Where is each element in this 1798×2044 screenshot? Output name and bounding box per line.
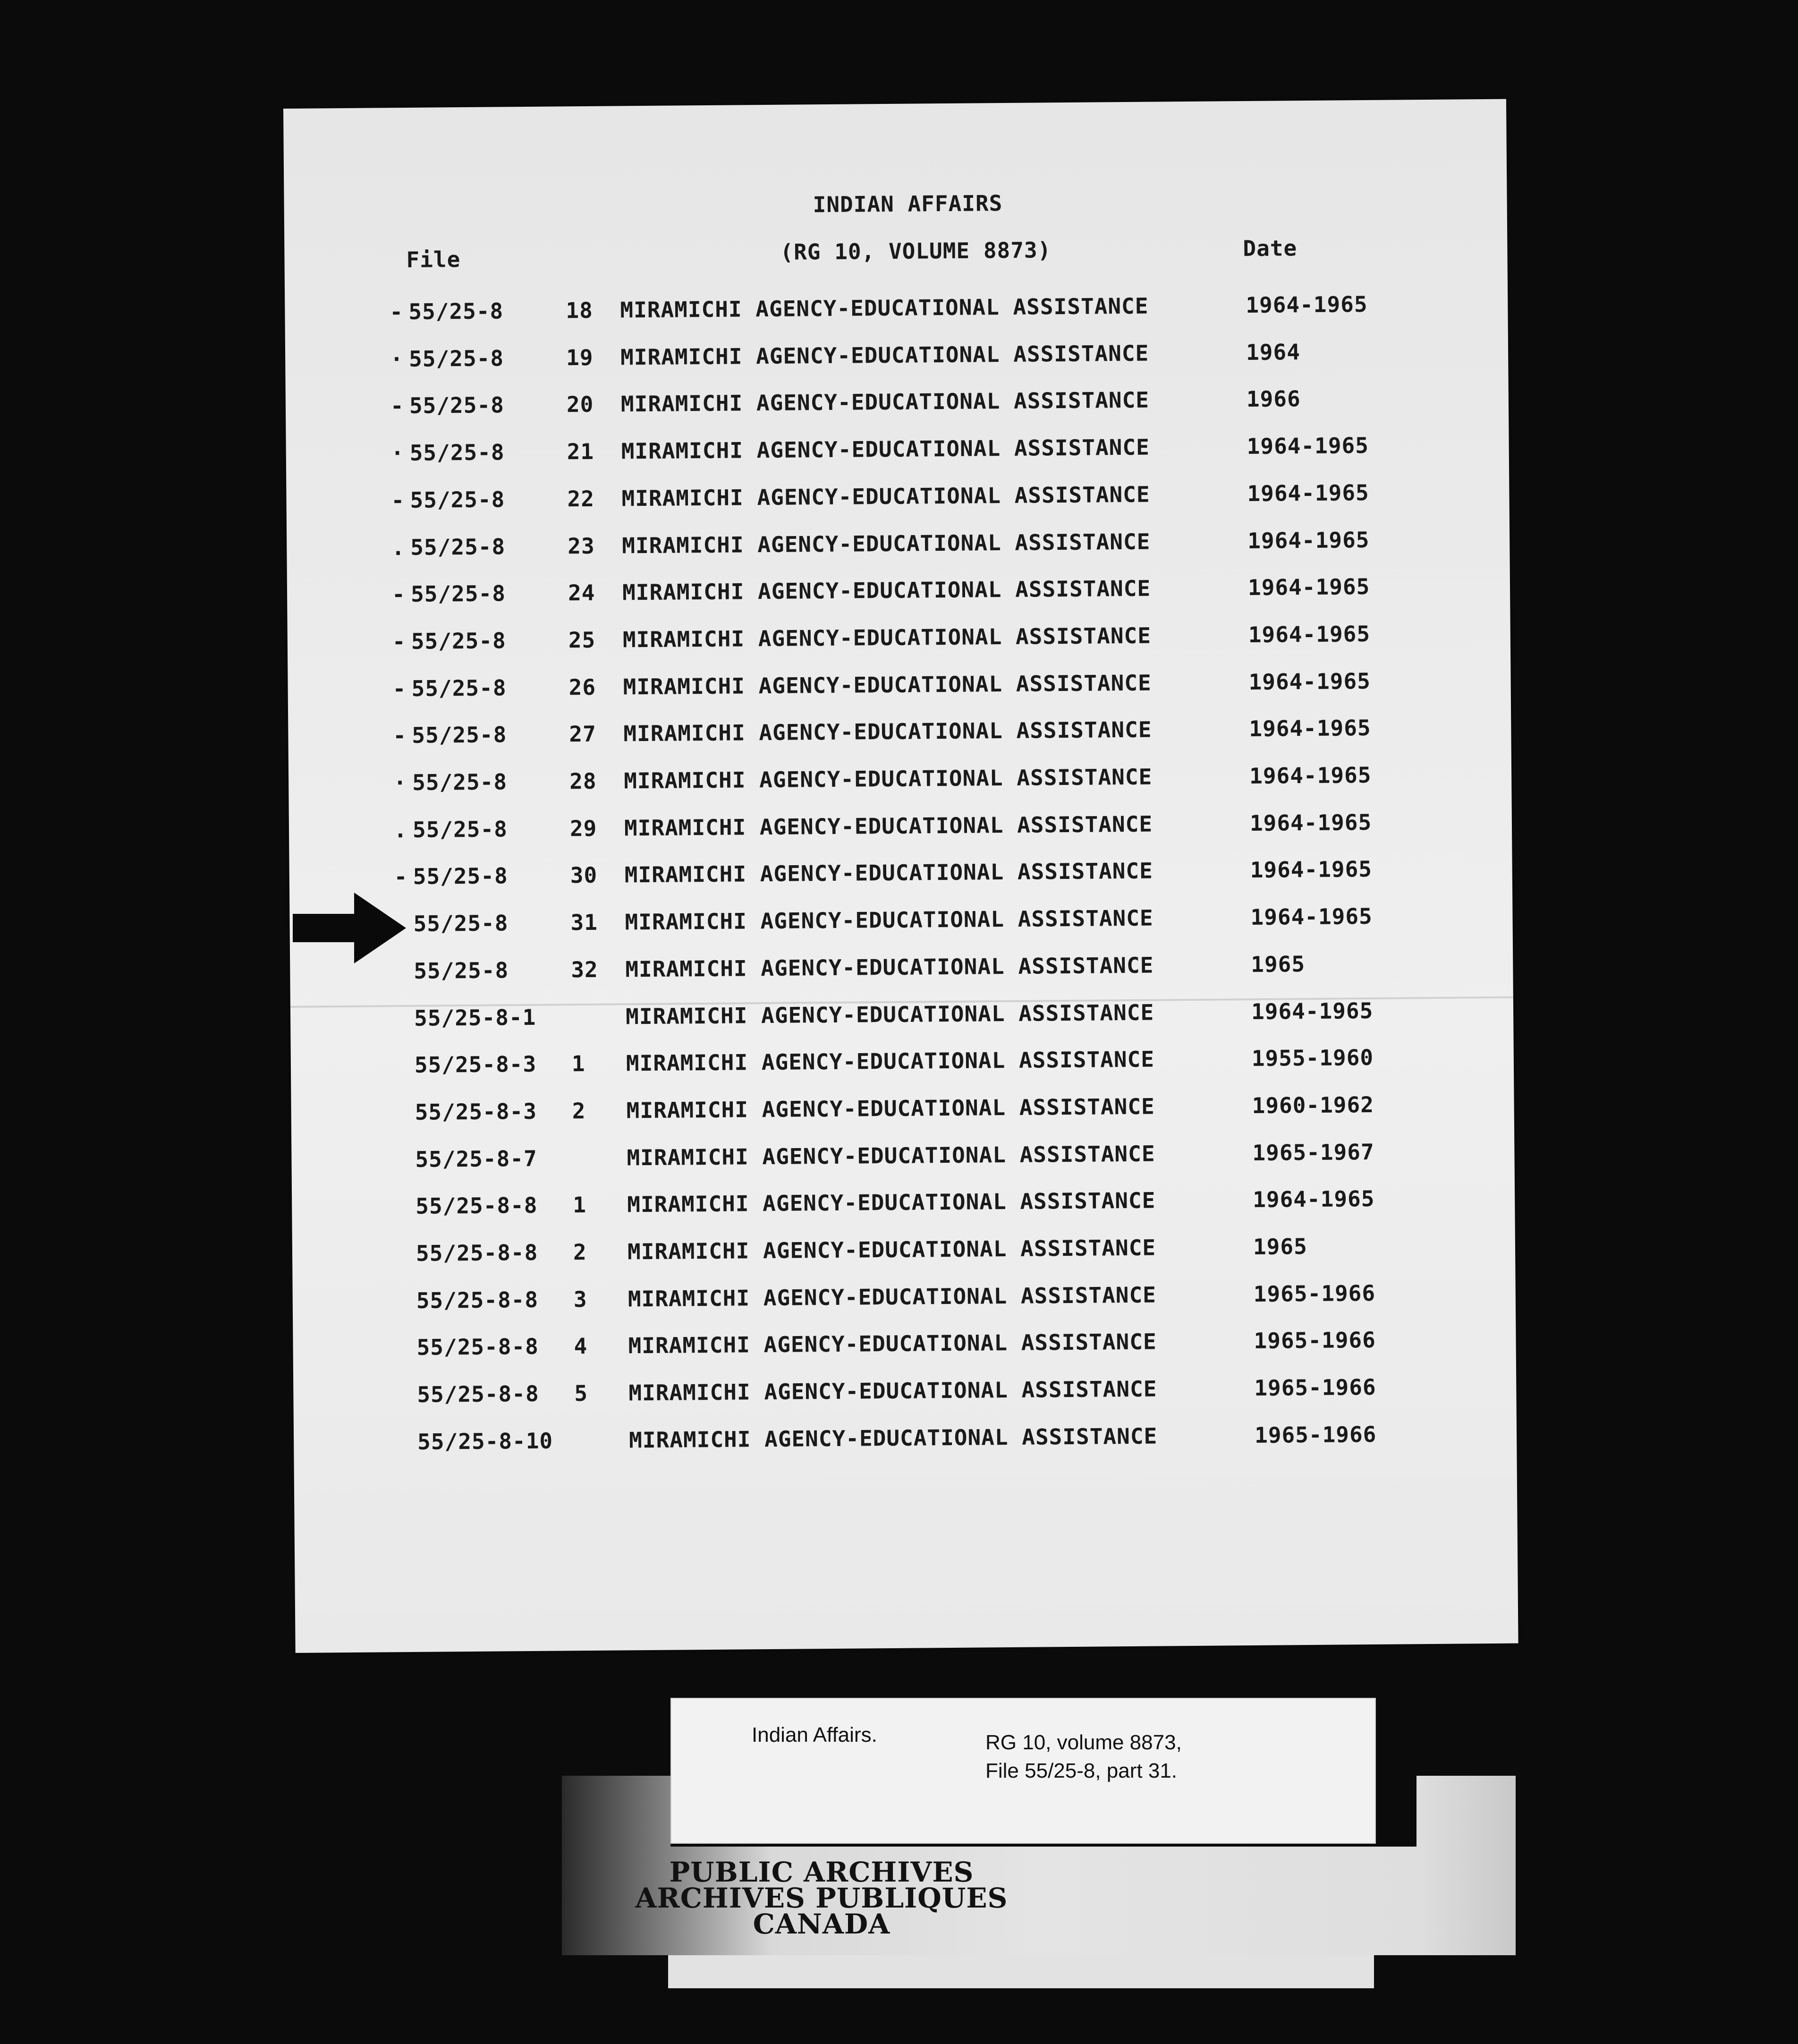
row-title: MIRAMICHI AGENCY-EDUCATIONAL ASSISTANCE bbox=[628, 1329, 1157, 1359]
row-part-number: 28 bbox=[569, 768, 597, 794]
row-date: 1964-1965 bbox=[1249, 762, 1372, 789]
row-file-number: 55/25-8 bbox=[411, 628, 506, 654]
row-date: 1964-1965 bbox=[1249, 809, 1372, 836]
stamp-line-english: PUBLIC ARCHIVES bbox=[669, 1856, 974, 1888]
row-title: MIRAMICHI AGENCY-EDUCATIONAL ASSISTANCE bbox=[627, 1235, 1156, 1265]
row-date: 1965 bbox=[1253, 1234, 1307, 1260]
row-part-number: 25 bbox=[568, 627, 596, 653]
row-file-number: 55/25-8-8 bbox=[416, 1286, 539, 1313]
row-title: MIRAMICHI AGENCY-EDUCATIONAL ASSISTANCE bbox=[626, 1093, 1155, 1124]
row-date: 1964-1965 bbox=[1247, 479, 1369, 506]
row-date: 1960-1962 bbox=[1252, 1091, 1374, 1118]
row-title: MIRAMICHI AGENCY-EDUCATIONAL ASSISTANCE bbox=[621, 481, 1150, 511]
row-part-number: 2 bbox=[572, 1098, 586, 1124]
row-tick-mark: · bbox=[393, 769, 407, 796]
row-tick-mark: · bbox=[390, 440, 405, 466]
row-date: 1965-1967 bbox=[1252, 1139, 1374, 1166]
row-date: 1965 bbox=[1251, 951, 1306, 977]
row-title: MIRAMICHI AGENCY-EDUCATIONAL ASSISTANCE bbox=[625, 905, 1153, 935]
file-row bbox=[287, 526, 1510, 563]
file-row bbox=[286, 384, 1509, 422]
row-date: 1965-1966 bbox=[1254, 1374, 1376, 1401]
stamp-line-french: ARCHIVES PUBLIQUES bbox=[635, 1882, 1008, 1914]
file-row bbox=[289, 903, 1512, 940]
row-title: MIRAMICHI AGENCY-EDUCATIONAL ASSISTANCE bbox=[625, 952, 1154, 982]
row-part-number: 5 bbox=[574, 1380, 588, 1406]
file-row bbox=[291, 1090, 1514, 1128]
file-row bbox=[290, 949, 1513, 987]
row-title: MIRAMICHI AGENCY-EDUCATIONAL ASSISTANCE bbox=[622, 575, 1151, 605]
file-row bbox=[293, 1326, 1516, 1364]
row-file-number: 55/25-8 bbox=[412, 722, 507, 749]
file-row bbox=[287, 573, 1510, 611]
row-part-number: 23 bbox=[568, 533, 595, 559]
row-date: 1955-1960 bbox=[1251, 1045, 1374, 1072]
file-row bbox=[285, 337, 1508, 375]
row-part-number: 27 bbox=[569, 721, 597, 747]
row-part-number: 22 bbox=[567, 485, 595, 512]
file-row bbox=[294, 1420, 1517, 1458]
row-file-number: 55/25-8 bbox=[410, 580, 506, 607]
row-title: MIRAMICHI AGENCY-EDUCATIONAL ASSISTANCE bbox=[620, 387, 1150, 417]
row-tick-mark: - bbox=[392, 628, 406, 655]
row-file-number: 55/25-8 bbox=[410, 533, 506, 560]
row-title: MIRAMICHI AGENCY-EDUCATIONAL ASSISTANCE bbox=[628, 1423, 1158, 1453]
row-part-number: 18 bbox=[566, 297, 593, 324]
reference-label-card bbox=[670, 1698, 1376, 1844]
row-title: MIRAMICHI AGENCY-EDUCATIONAL ASSISTANCE bbox=[622, 528, 1151, 558]
row-file-number: 55/25-8 bbox=[411, 674, 507, 701]
row-file-number: 55/25-8-8 bbox=[417, 1380, 539, 1407]
file-row bbox=[292, 1185, 1515, 1223]
row-part-number: 31 bbox=[570, 909, 598, 936]
row-date: 1965-1966 bbox=[1254, 1421, 1377, 1448]
row-file-number: 55/25-8 bbox=[412, 816, 508, 843]
file-row bbox=[289, 855, 1512, 893]
label-file-reference: File 55/25-8, part 31. bbox=[985, 1759, 1178, 1782]
row-title: MIRAMICHI AGENCY-EDUCATIONAL ASSISTANCE bbox=[628, 1282, 1157, 1312]
file-row bbox=[289, 808, 1512, 846]
row-file-number: 55/25-8 bbox=[412, 769, 508, 795]
row-file-number: 55/25-8 bbox=[408, 345, 504, 372]
row-date: 1964-1965 bbox=[1247, 527, 1370, 554]
label-volume-reference: RG 10, volume 8873, bbox=[985, 1731, 1182, 1754]
row-title: MIRAMICHI AGENCY-EDUCATIONAL ASSISTANCE bbox=[627, 1187, 1156, 1218]
row-part-number: 21 bbox=[567, 438, 594, 465]
row-file-number: 55/25-8-8 bbox=[416, 1334, 539, 1361]
row-tick-mark: - bbox=[392, 675, 407, 701]
label-fonds-name: Indian Affairs. bbox=[752, 1723, 877, 1746]
row-date: 1964-1965 bbox=[1246, 291, 1368, 318]
row-file-number: 55/25-8 bbox=[413, 910, 509, 937]
row-part-number: 20 bbox=[566, 392, 594, 417]
row-title: MIRAMICHI AGENCY-EDUCATIONAL ASSISTANCE bbox=[624, 858, 1153, 888]
row-part-number: 2 bbox=[573, 1239, 587, 1265]
row-title: MIRAMICHI AGENCY-EDUCATIONAL ASSISTANCE bbox=[623, 716, 1152, 747]
row-file-number: 55/25-8-8 bbox=[416, 1192, 538, 1219]
stamp-line-country: CANADA bbox=[753, 1908, 891, 1940]
row-date: 1964-1965 bbox=[1248, 621, 1371, 647]
file-row bbox=[288, 714, 1511, 752]
row-date: 1964-1965 bbox=[1248, 668, 1371, 695]
row-date: 1964 bbox=[1246, 339, 1301, 365]
row-title: MIRAMICHI AGENCY-EDUCATIONAL ASSISTANCE bbox=[625, 999, 1154, 1029]
file-row bbox=[291, 1138, 1514, 1175]
row-date: 1965-1966 bbox=[1253, 1280, 1376, 1307]
row-tick-mark: - bbox=[390, 299, 404, 325]
row-file-number: 55/25-8 bbox=[409, 439, 505, 466]
row-part-number: 1 bbox=[571, 1051, 585, 1077]
row-part-number: 29 bbox=[569, 815, 597, 841]
column-header-file: File bbox=[406, 247, 461, 273]
row-tick-mark: - bbox=[390, 393, 404, 419]
row-date: 1964-1965 bbox=[1247, 574, 1370, 601]
row-tick-mark: - bbox=[391, 581, 406, 607]
document-subtitle: (RG 10, VOLUME 8873) bbox=[780, 237, 1052, 265]
row-tick-mark: · bbox=[390, 346, 404, 372]
row-title: MIRAMICHI AGENCY-EDUCATIONAL ASSISTANCE bbox=[624, 811, 1153, 841]
row-tick-mark: - bbox=[393, 723, 407, 749]
row-date: 1964-1965 bbox=[1251, 997, 1374, 1024]
row-file-number: 55/25-8-7 bbox=[415, 1145, 537, 1172]
row-file-number: 55/25-8-10 bbox=[417, 1428, 553, 1455]
row-title: MIRAMICHI AGENCY-EDUCATIONAL ASSISTANCE bbox=[623, 670, 1152, 699]
file-row bbox=[288, 761, 1511, 799]
row-part-number: 30 bbox=[570, 862, 598, 888]
row-file-number: 55/25-8 bbox=[413, 863, 508, 890]
row-date: 1964-1965 bbox=[1250, 856, 1373, 883]
file-row bbox=[293, 1373, 1516, 1411]
document-sheet bbox=[283, 99, 1518, 1653]
row-part-number: 4 bbox=[574, 1333, 588, 1359]
file-row bbox=[285, 290, 1508, 328]
row-date: 1964-1965 bbox=[1249, 715, 1371, 742]
row-title: MIRAMICHI AGENCY-EDUCATIONAL ASSISTANCE bbox=[622, 622, 1152, 653]
row-part-number: 19 bbox=[566, 344, 594, 370]
file-row bbox=[290, 996, 1513, 1034]
file-row bbox=[291, 1044, 1514, 1082]
row-title: MIRAMICHI AGENCY-EDUCATIONAL ASSISTANCE bbox=[621, 434, 1150, 464]
stamp-bottom-strip bbox=[668, 1955, 1374, 1988]
file-row bbox=[286, 478, 1509, 516]
row-title: MIRAMICHI AGENCY-EDUCATIONAL ASSISTANCE bbox=[620, 340, 1149, 370]
row-title: MIRAMICHI AGENCY-EDUCATIONAL ASSISTANCE bbox=[623, 764, 1153, 794]
row-tick-mark: . bbox=[393, 817, 407, 843]
row-date: 1964-1965 bbox=[1247, 433, 1369, 460]
row-file-number: 55/25-8 bbox=[408, 298, 504, 324]
row-part-number: 24 bbox=[568, 580, 595, 606]
row-file-number: 55/25-8-3 bbox=[414, 1051, 537, 1078]
row-part-number: 32 bbox=[571, 956, 598, 983]
row-file-number: 55/25-8-8 bbox=[416, 1239, 538, 1266]
row-date: 1965-1966 bbox=[1254, 1327, 1376, 1354]
row-date: 1964-1965 bbox=[1250, 903, 1373, 930]
document-title: INDIAN AFFAIRS bbox=[813, 190, 1003, 218]
row-file-number: 55/25-8 bbox=[409, 392, 505, 419]
row-part-number: 1 bbox=[573, 1192, 587, 1218]
row-date: 1964-1965 bbox=[1252, 1186, 1375, 1213]
row-file-number: 55/25-8 bbox=[414, 957, 509, 984]
row-tick-mark: . bbox=[391, 534, 406, 560]
row-part-number: 3 bbox=[573, 1286, 587, 1312]
row-file-number: 55/25-8-3 bbox=[415, 1098, 537, 1125]
file-row bbox=[286, 432, 1509, 469]
row-title: MIRAMICHI AGENCY-EDUCATIONAL ASSISTANCE bbox=[627, 1141, 1155, 1170]
row-file-number: 55/25-8 bbox=[410, 486, 505, 513]
row-file-number: 55/25-8-1 bbox=[414, 1004, 536, 1031]
row-part-number: 26 bbox=[568, 674, 596, 700]
row-date: 1966 bbox=[1246, 386, 1301, 412]
row-title: MIRAMICHI AGENCY-EDUCATIONAL ASSISTANCE bbox=[626, 1046, 1155, 1076]
row-title: MIRAMICHI AGENCY-EDUCATIONAL ASSISTANCE bbox=[628, 1376, 1157, 1406]
file-row bbox=[288, 620, 1510, 658]
column-header-date: Date bbox=[1243, 235, 1298, 262]
file-row bbox=[293, 1279, 1516, 1317]
file-row bbox=[292, 1232, 1515, 1270]
file-row bbox=[288, 667, 1510, 705]
row-tick-mark: - bbox=[391, 487, 405, 513]
arrow-right-icon bbox=[293, 893, 406, 963]
row-tick-mark: - bbox=[394, 864, 408, 890]
arrow-shape bbox=[293, 893, 406, 963]
row-title: MIRAMICHI AGENCY-EDUCATIONAL ASSISTANCE bbox=[620, 293, 1149, 323]
